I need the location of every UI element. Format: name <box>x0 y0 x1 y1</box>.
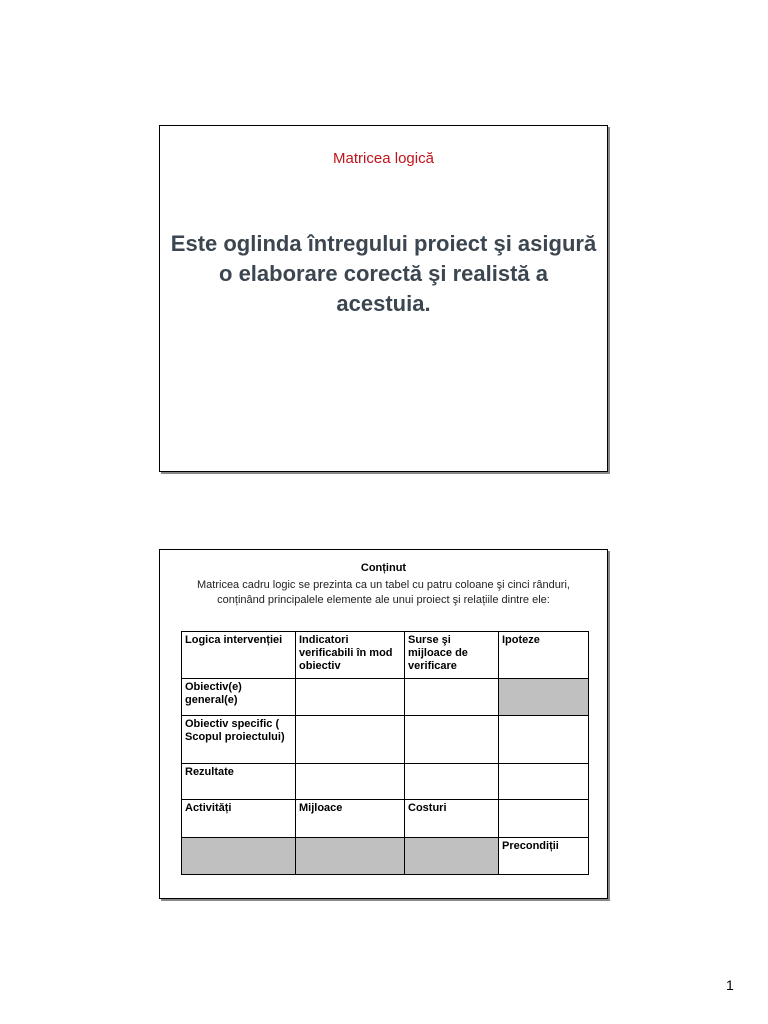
table-cell: Ipoteze <box>499 632 589 679</box>
table-cell: Logica intervenției <box>182 632 296 679</box>
table-cell <box>499 764 589 800</box>
table-cell <box>296 679 405 716</box>
table-cell: Costuri <box>405 800 499 838</box>
table-cell <box>499 800 589 838</box>
table-row <box>182 800 589 838</box>
table-cell-shaded <box>499 679 589 716</box>
table-cell: Indicatori verificabili în mod obiectiv <box>296 632 405 679</box>
table-cell <box>405 764 499 800</box>
table-cell-shaded <box>405 838 499 875</box>
table-cell: Mijloace <box>296 800 405 838</box>
table-cell-shaded <box>182 838 296 875</box>
slide-title: Conținut <box>360 562 407 574</box>
slide-matricea-logica <box>159 125 608 472</box>
table-cell: Surse şi mijloace de verificare <box>405 632 499 679</box>
table-cell-shaded <box>296 838 405 875</box>
table-row <box>182 838 589 875</box>
table-cell <box>296 716 405 764</box>
table-row <box>182 764 589 800</box>
table-cell: Obiectiv(e) general(e) <box>182 679 296 716</box>
table-cell: Rezultate <box>182 764 296 800</box>
table-cell <box>296 764 405 800</box>
logical-framework-table <box>181 631 589 875</box>
page-number: 1 <box>726 977 734 993</box>
table-row <box>182 632 589 679</box>
slide-intro-text: Matricea cadru logic se prezinta ca un tabel cu patru coloane şi cinci rânduri, conținând principalele elemente ale unui proiect şi relațiile dintre ele: <box>197 579 570 606</box>
table-cell <box>405 716 499 764</box>
table-row <box>182 716 589 764</box>
slide-body-text: Este oglinda întregului proiect şi asigură o elaborare corectă şi realistă a acestuia. <box>170 231 597 316</box>
table-cell <box>405 679 499 716</box>
table-row <box>182 679 589 716</box>
table-cell: Activități <box>182 800 296 838</box>
slide-title: Matricea logică <box>333 150 434 167</box>
slide-continut <box>159 549 608 899</box>
table-cell: Precondiții <box>499 838 589 875</box>
table-cell <box>499 716 589 764</box>
table-cell: Obiectiv specific ( Scopul proiectului) <box>182 716 296 764</box>
